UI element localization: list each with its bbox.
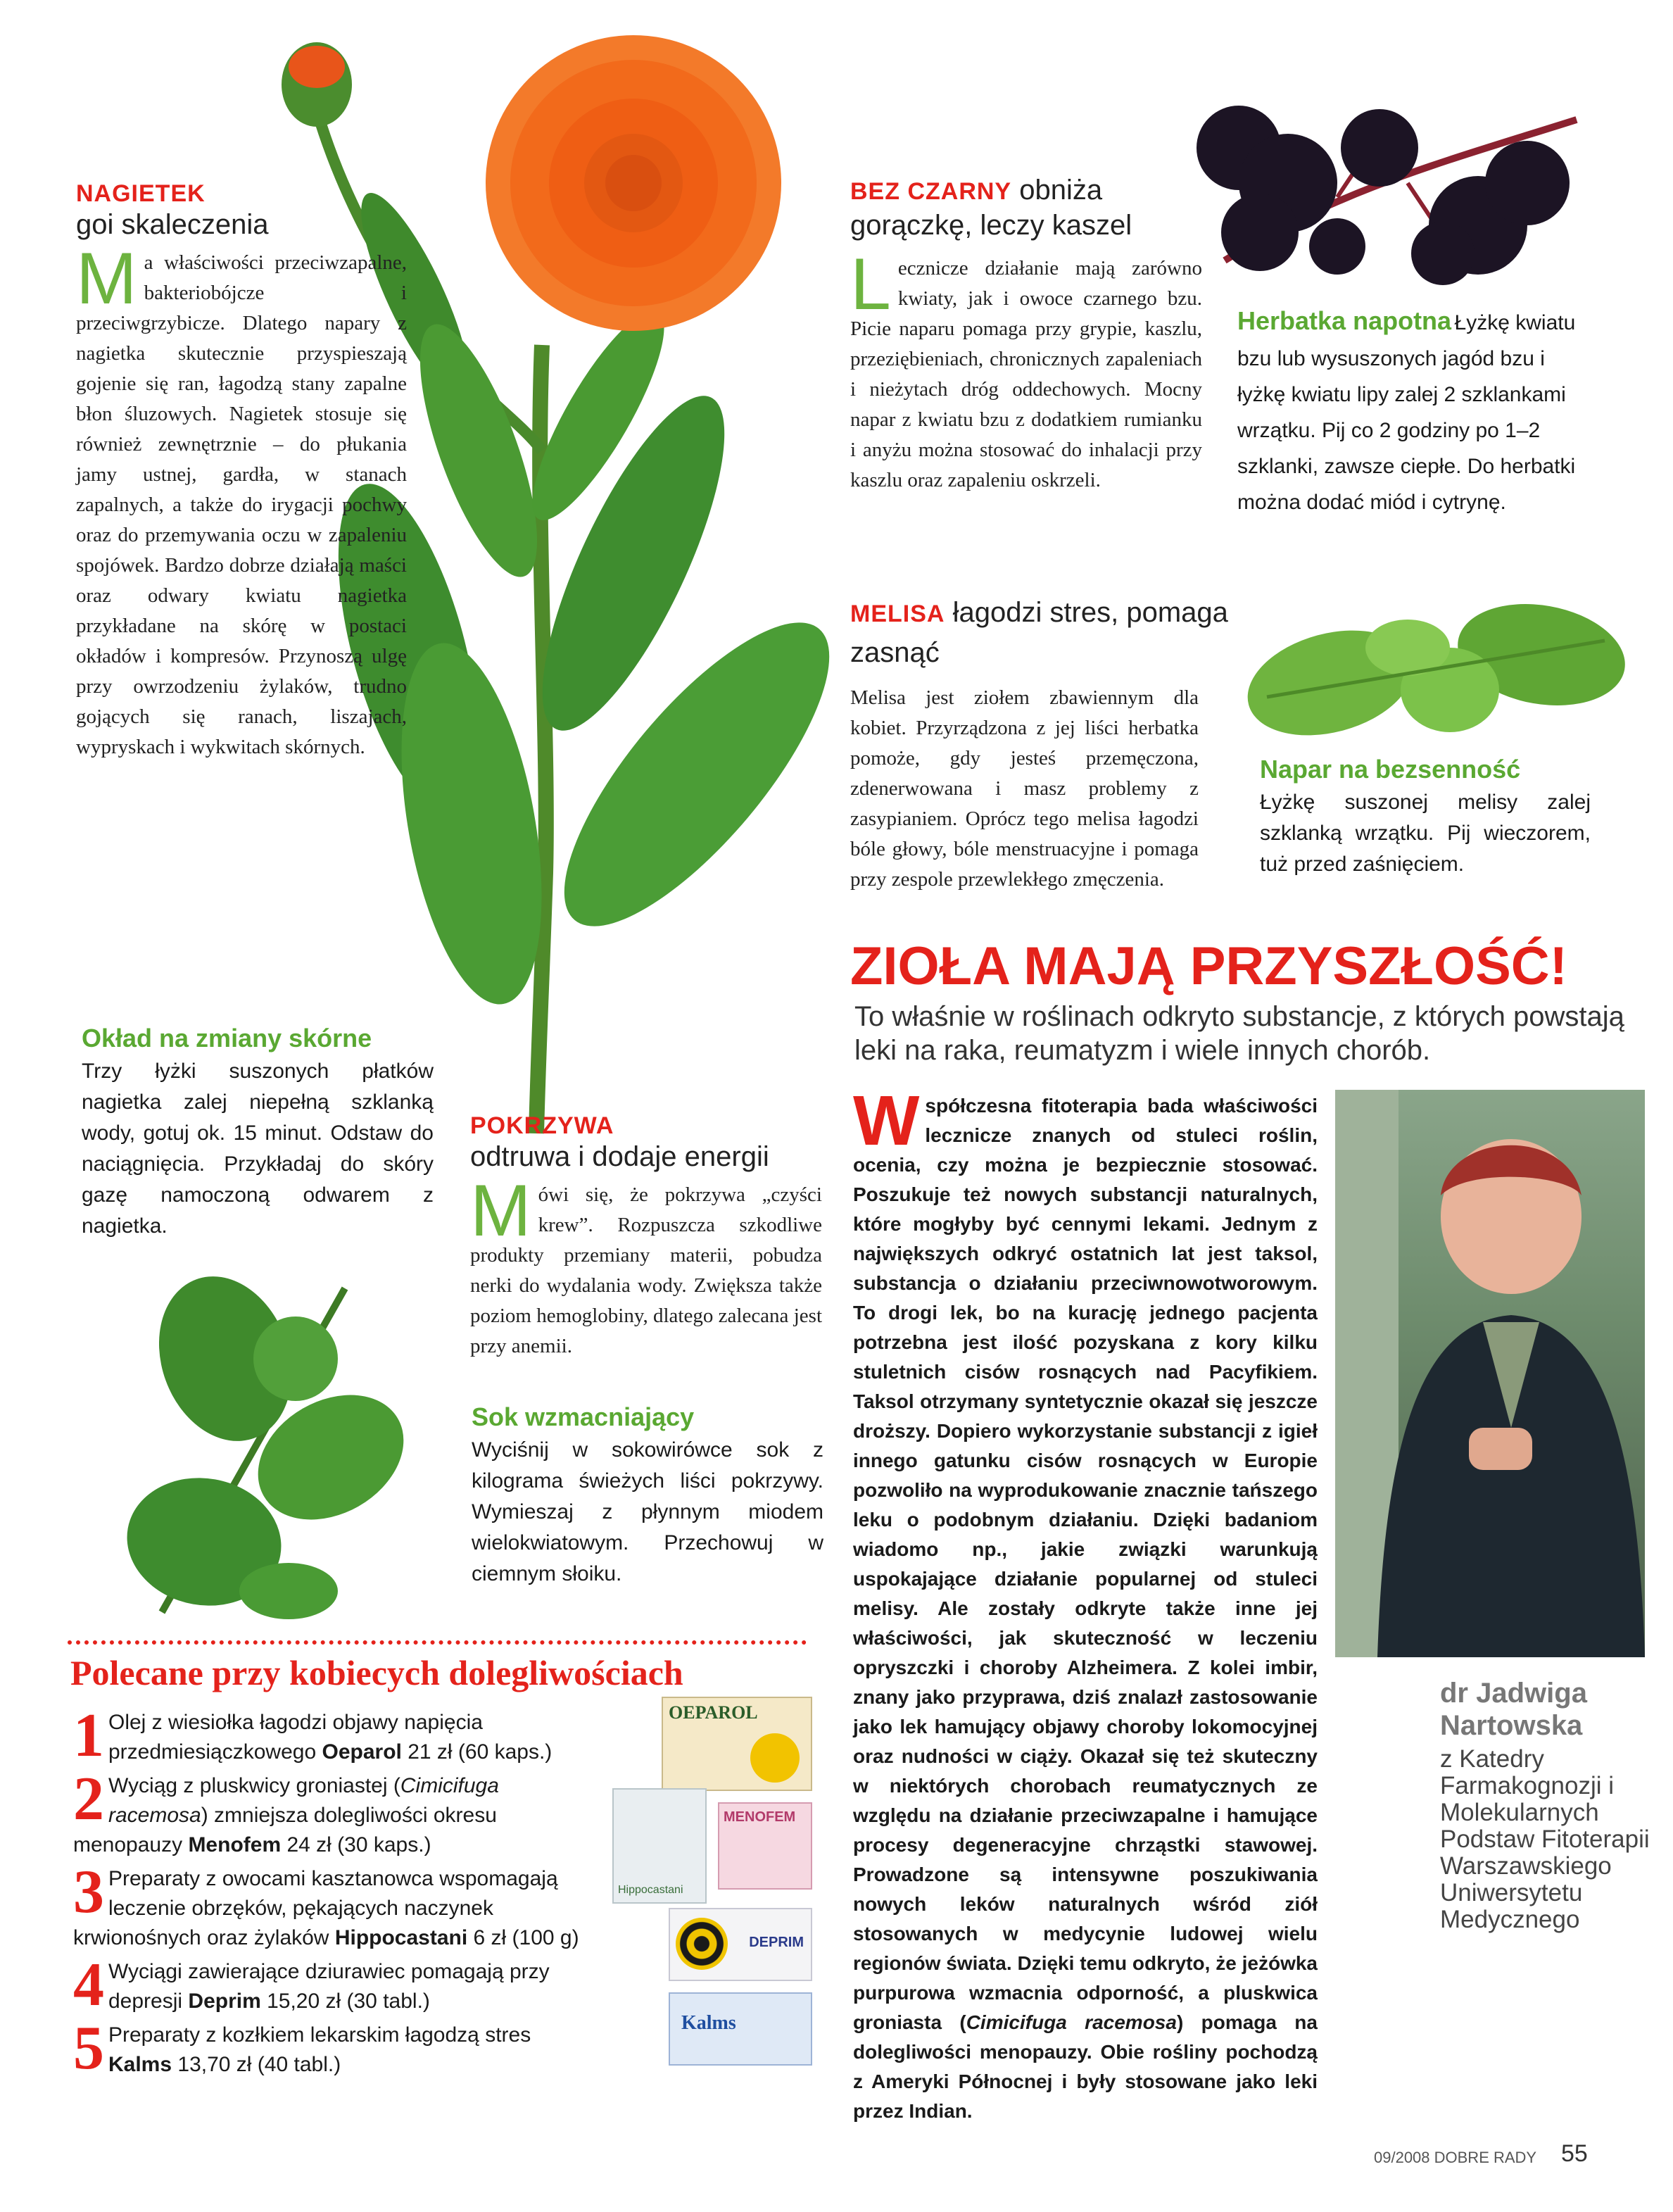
list-item (73, 1771, 594, 1860)
list-brand: Kalms (108, 2053, 172, 2076)
list-brand: Menofem (188, 1833, 282, 1856)
polecane-title: Polecane przy kobiecych dolegliwościach (70, 1653, 683, 1692)
melisa-subtitle: łagodzi stres, pomaga zasnąć (850, 597, 1228, 668)
nagietek-dropcap: M (76, 238, 137, 320)
portrait-photo (1335, 1090, 1645, 1657)
list-price: 6 zł (100 g) (467, 1926, 579, 1949)
main-body-part1: spółczesna fitoterapia bada właściwości lecznicze znanych od stuleci roślin, ocenia, czy można je bezpiecznie stosować. Poszukuje też nowych substancji naturalnych, które mogłyby być cennymi lekami. Jednym z największych odkryć ostatnich lat jest taksol, substancja o działaniu przeciwnowotworowym. To drogi lek, bo na kurację jednego pacjenta potrzebna jest ilość pozyskana z kory kilku stuletnich cisów rosnących nad Pacyfikiem. Taksol otrzymany syntetycznie okazał się jeszcze droższy. Dopiero wykorzystanie substancji z igieł innego gatunku cisów rosnących w Europie pozwoliło na wyprodukowanie znacznie tańszego leku o podobnym działaniu. Dzięki badaniom wiadomo np., jakie związki warunkują uspokajające działanie popularnej od stuleci melisy. Ale zostały odkryte także inne jej właściwości, jak skuteczność w leczeniu opryszczki i choroby Alzheimera. Z kolei imbir, znany jako przyprawa, dziś znalazł zastosowanie jako lek hamujący objawy choroby lokomocyjnej oraz nudności w ciąży. Okazał się też skuteczny w niektórych chorobach reumatycznych ze względu na działanie przeciwzapalne i hamujące procesy degeneracyjne chrząstki stawowej. Prowadzone są intensywne poszukiwania nowych leków naturalnych wśród ziół stosowanych w medycynie ludowej wielu regionów świata. Dzięki temu odkryto, że jeżówka purpurowa wzmacnia odporność, a pluskwica groniasta ( (853, 1095, 1318, 2033)
main-headline: ZIOŁA MAJĄ PRZYSZŁOŚĆ! (850, 936, 1567, 996)
list-text: ) zmniejsza dolegliwości okresu menopauzy (73, 1804, 497, 1856)
list-price: 15,20 zł (30 tabl.) (260, 1990, 430, 2013)
polecane-list (73, 1708, 594, 2084)
bez-heading (850, 173, 1202, 242)
pack-menofem (718, 1802, 812, 1890)
page-number: 55 (1561, 2140, 1588, 2167)
pokrzywa-dropcap: M (470, 1170, 531, 1252)
nagietek-recipe (82, 1024, 434, 1242)
nettle-illustration (120, 1260, 443, 1626)
bez-body-text: ecznicze działanie mają zarówno kwiaty, jak i owoce czarnego bzu. Picie naparu pomaga przy grypie, kaszlu, przeziębieniach, chronicznych zapaleniach i nieżytach dróg oddechowych. Mocny napar z kwiatu bzu z dodatkiem rumianku i anyżu można stosować do inhalacji przy kaszlu oraz zapaleniu oskrzeli. (850, 257, 1202, 491)
pack-label: OEPAROL (669, 1702, 758, 1723)
melisa-section (850, 596, 1230, 895)
nagietek-section (76, 180, 428, 762)
bez-recipe-title: Herbatka napotna (1237, 306, 1452, 335)
list-price: 24 zł (30 kaps.) (281, 1833, 431, 1856)
list-brand: Oeparol (322, 1740, 402, 1764)
main-body (853, 1081, 1318, 2126)
bez-recipe (1237, 304, 1582, 523)
pokrzywa-subtitle: odtruwa i dodaje energii (470, 1141, 769, 1172)
melisa-body: Melisa jest ziołem zbawiennym dla kobiet. Przyrządzona z jej liści herbatka pomoże, gdy jesteś przemęczona, zdenerwowana i masz problemy z zasypianiem. Oprócz tego melisa łagodzi bóle głowy, bóle menstruacyjne i pomaga przy zespole przewlekłego zmęczenia. (850, 686, 1199, 891)
pack-label: MENOFEM (724, 1809, 796, 1825)
main-deck: To właśnie w roślinach odkryto substancje, z których powstają leki na raka, reumatyzm i wiele innych chorób. (854, 1001, 1624, 1066)
elderberry-illustration (1197, 106, 1591, 289)
pack-flower-icon (750, 1733, 800, 1783)
list-text: Wyciąg z pluskwicy groniastej ( (108, 1774, 400, 1797)
lemon-balm-illustration (1239, 591, 1633, 746)
list-item (73, 1864, 594, 1953)
main-body-part2: ) pomaga na dolegliwości menopauzy. Obie rośliny pochodzą z Ameryki Północnej i były stosowane jako leki przez Indian. (853, 2011, 1318, 2122)
list-price: 21 zł (60 kaps.) (401, 1740, 553, 1764)
nagietek-body (76, 238, 407, 762)
list-number: 5 (73, 2021, 104, 2080)
melisa-heading (850, 596, 1230, 676)
list-number: 1 (73, 1708, 104, 1767)
caption-name: dr Jadwiga Nartowska (1440, 1678, 1587, 1741)
main-body-italic: Cimicifuga racemosa (966, 2011, 1177, 2033)
pack-deprim (669, 1908, 812, 1981)
polecane-divider (68, 1640, 807, 1645)
portrait-caption (1440, 1677, 1651, 1933)
bez-kicker: BEZ CZARNY (850, 178, 1012, 205)
pack-label: Kalms (681, 2012, 736, 2034)
nagietek-body-text: a właściwości przeciwzapalne, bakteriobójcze i przeciwgrzybicze. Dlatego napary z nagietka skutecznie przyspieszają gojenie się ran, łagodzą stany zapalne błon śluzowych. Nagietek stosuje się również zewnętrznie – do płukania jamy ustnej, gardła, w stanach zapalnych, a także do irygacji pochwy oraz do przemywania oczu w zapaleniu spojówek. Bardzo dobrze działają maści oraz odwary kwiatu nagietka przykładane na skórę w postaci okładów i kompresów. Przynoszą ulgę przy owrzodzeniu żylaków, trudno gojących się ranach, liszajach, wypryskach i wykwitach skórnych. (76, 251, 407, 758)
main-body-text (853, 1081, 1318, 2126)
melisa-recipe-title: Napar na bezsenność (1260, 755, 1521, 784)
bez-section (850, 173, 1202, 496)
nagietek-kicker: NAGIETEK (76, 180, 206, 207)
pack-label: DEPRIM (749, 1935, 804, 1950)
bez-recipe-text: Łyżkę kwiatu bzu lub wysuszonych jagód bzu i łyżkę kwiatu lipy zalej 2 szklankami wrzątku. Pij co 2 godziny po 1–2 szklanki, zawsze ciepłe. Do herbatki można dodać miód i cytrynę. (1237, 311, 1576, 514)
footer-issue: 09/2008 DOBRE RADY (1374, 2149, 1537, 2166)
caption-affiliation: z Katedry Farmakognozji i Molekularnych Podstaw Fitoterapii Warszawskiego Uniwersytetu Medycznego (1440, 1745, 1650, 1933)
list-number: 2 (73, 1771, 104, 1833)
bez-dropcap: L (850, 244, 891, 325)
list-brand: Hippocastani (334, 1926, 468, 1949)
pack-kalms (669, 1992, 812, 2066)
list-italic: Cimicifuga racemosa (108, 1774, 499, 1827)
list-number: 4 (73, 1957, 104, 2016)
melisa-recipe (1260, 755, 1591, 880)
list-text: Olej z wiesiołka łagodzi objawy napięcia przedmiesiączkowego (108, 1711, 483, 1764)
product-packs (612, 1697, 823, 2091)
pokrzywa-recipe-title: Sok wzmacniający (472, 1402, 695, 1431)
bez-recipe-heading (1237, 304, 1582, 523)
pack-label: Hippocastani (618, 1884, 683, 1896)
list-text: Wyciągi zawierające dziurawiec pomagają przy depresji (108, 1960, 550, 2013)
pokrzywa-recipe (472, 1402, 823, 1590)
list-brand: Deprim (188, 1990, 261, 2013)
bez-subtitle: obniża gorączkę, leczy kaszel (850, 175, 1132, 241)
main-dropcap: W (853, 1081, 920, 1160)
melisa-recipe-text: Łyżkę suszonej melisy zalej szklanką wrzątku. Pij wieczorem, tuż przed zaśnięciem. (1260, 791, 1591, 876)
list-number: 3 (73, 1864, 104, 1926)
pack-hippocastani (612, 1788, 707, 1904)
list-text: Preparaty z kozłkiem lekarskim łagodzą stres (108, 2023, 531, 2047)
pokrzywa-body-text: ówi się, że pokrzywa „czyści krew”. Rozpuszcza szkodliwe produkty przemiany materii, pobudza nerki do wydalania wody. Zwiększa także poziom hemoglobiny, dlatego zalecana jest przy anemii. (470, 1183, 822, 1357)
nagietek-recipe-title: Okład na zmiany skórne (82, 1024, 372, 1052)
pokrzywa-body (470, 1170, 822, 1362)
pokrzywa-section (470, 1112, 829, 1362)
pokrzywa-kicker: POKRZYWA (470, 1112, 614, 1139)
list-item (73, 1708, 594, 1767)
nagietek-subtitle: goi skaleczenia (76, 209, 269, 240)
list-price: 13,70 zł (40 tabl.) (172, 2053, 341, 2076)
list-item (73, 1957, 594, 2016)
pokrzywa-recipe-text: Wyciśnij w sokowirówce sok z kilograma świeżych liści pokrzywy. Wymieszaj z płynnym miodem wielokwiatowym. Przechowuj w ciemnym słoiku. (472, 1438, 823, 1585)
list-text: Preparaty z owocami kasztanowca wspomagają leczenie obrzęków, pękających naczynek krwionośnych oraz żylaków (73, 1867, 558, 1949)
bez-body (850, 244, 1202, 496)
nagietek-recipe-text: Trzy łyżki suszonych płatków nagietka zalej niepełną szklanką wody, gotuj ok. 15 minut. Odstaw do naciągnięcia. Przykładaj do skóry gazę namoczoną odwarem z nagietka. (82, 1060, 434, 1238)
list-item (73, 2021, 594, 2080)
melisa-kicker: MELISA (850, 601, 945, 627)
pack-swirl-icon (676, 1918, 728, 1970)
pack-oeparol (662, 1697, 812, 1791)
